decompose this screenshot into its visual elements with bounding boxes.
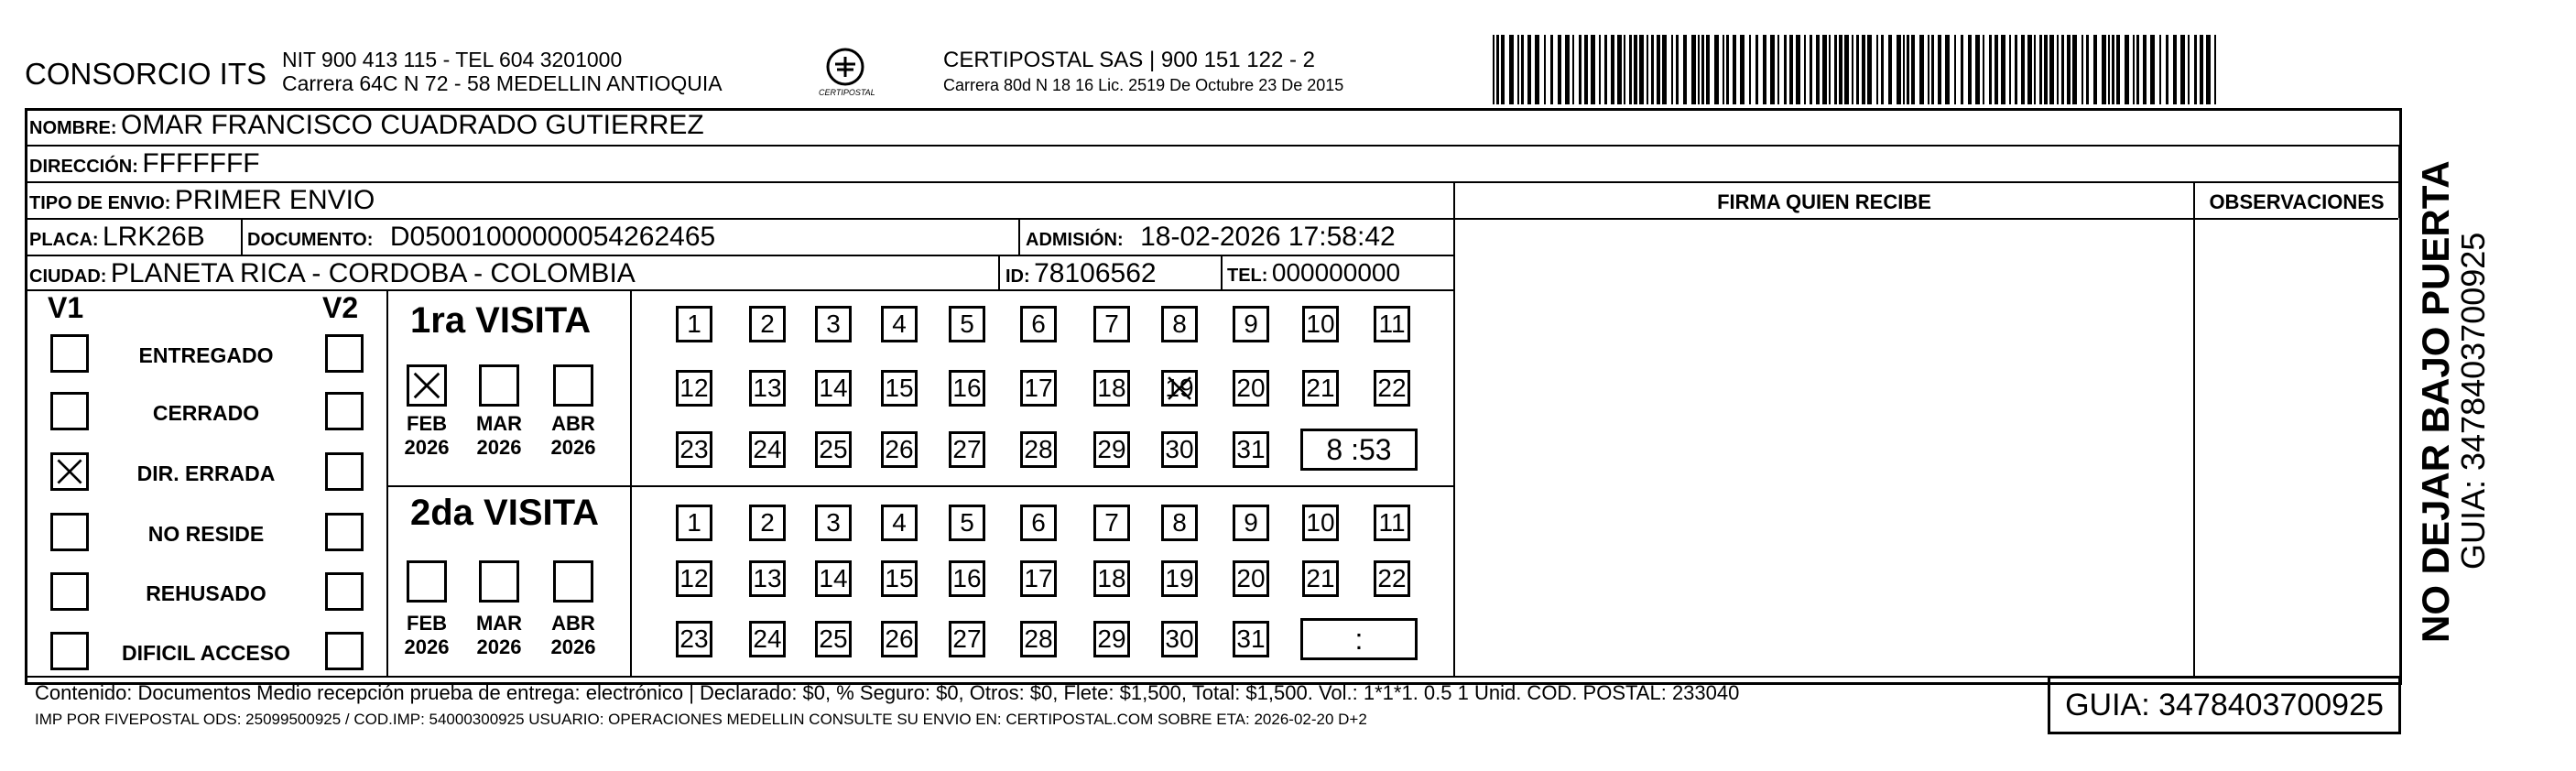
barcode-bar: [1928, 35, 1929, 104]
barcode-bar: [2061, 35, 2064, 104]
tel-value: 000000000: [1271, 258, 1401, 287]
day-box[interactable]: 8: [1161, 505, 1198, 541]
day-box[interactable]: 9: [1233, 505, 1269, 541]
barcode-bar: [1810, 35, 1812, 104]
barcode-bar: [1604, 35, 1607, 104]
day-box[interactable]: 20: [1233, 560, 1269, 597]
month-checkbox[interactable]: [553, 560, 593, 603]
barcode-bar: [2112, 35, 2114, 104]
month-year: 2026: [476, 635, 522, 658]
barcode-bar: [1822, 35, 1827, 104]
visit-divider: [386, 485, 1453, 487]
day-box[interactable]: 2: [749, 306, 786, 342]
month-checkbox[interactable]: [479, 560, 519, 603]
day-box[interactable]: 13: [749, 370, 786, 407]
day-box[interactable]: 11: [1374, 306, 1410, 342]
tipo-row: [29, 185, 375, 216]
barcode-bar: [2009, 35, 2011, 104]
barcode-bar: [1527, 35, 1531, 104]
side-warning: NO DEJAR BAJO PUERTA: [2414, 160, 2457, 643]
barcode-bar: [1931, 35, 1934, 104]
barcode-bar: [1517, 35, 1519, 104]
v1-checkbox[interactable]: [50, 572, 89, 611]
day-box[interactable]: 30: [1161, 431, 1198, 468]
day-box[interactable]: 9: [1233, 306, 1269, 342]
day-box[interactable]: 31: [1233, 431, 1269, 468]
barcode-bar: [1829, 35, 1831, 104]
day-box[interactable]: 3: [815, 306, 852, 342]
address-line: Carrera 64C N 72 - 58 MEDELLIN ANTIOQUIA: [282, 71, 723, 95]
month-label: [399, 612, 454, 659]
month-checkbox[interactable]: [479, 364, 519, 407]
ciudad-label: CIUDAD:: [29, 266, 107, 287]
day-box[interactable]: 20: [1233, 370, 1269, 407]
observaciones-header: OBSERVACIONES: [2209, 190, 2385, 213]
barcode-bar: [1876, 35, 1878, 104]
day-box[interactable]: 26: [881, 431, 918, 468]
barcode-bar: [1862, 35, 1865, 104]
status-label: NO RESIDE: [147, 522, 265, 546]
month-name: MAR: [475, 612, 523, 635]
barcode-bar: [1599, 35, 1601, 104]
direccion-label: DIRECCIÓN:: [29, 157, 138, 177]
barcode-bar: [2086, 35, 2089, 104]
barcode-bar: [1867, 35, 1872, 104]
col-divider: [1453, 181, 1455, 676]
day-cross-mark: [1164, 373, 1195, 404]
documento-row: [247, 222, 715, 253]
ciudad-value: PLANETA RICA - CORDOBA - COLOMBIA: [110, 258, 636, 288]
day-box[interactable]: 6: [1020, 306, 1057, 342]
barcode-bar: [2188, 35, 2190, 104]
barcode-bar: [2021, 35, 2025, 104]
barcode-bar: [1579, 35, 1581, 104]
documento-label: DOCUMENTO:: [247, 230, 374, 250]
v1-checkbox[interactable]: [50, 452, 89, 491]
documento-value: D05001000000054262465: [389, 222, 716, 252]
day-box[interactable]: 11: [1374, 505, 1410, 541]
barcode-bar: [1501, 35, 1505, 104]
day-box[interactable]: 27: [949, 621, 985, 657]
day-box[interactable]: 4: [881, 505, 918, 541]
row-divider: [25, 181, 2398, 183]
barcode-bar: [1683, 35, 1687, 104]
barcode-bar: [1657, 35, 1660, 104]
barcode-bar: [2044, 35, 2048, 104]
day-box[interactable]: 27: [949, 431, 985, 468]
v2-header: V2: [322, 291, 359, 324]
v2-checkbox[interactable]: [325, 513, 364, 551]
month-name: FEB: [407, 612, 447, 635]
day-box[interactable]: 18: [1093, 560, 1130, 597]
barcode-bar: [1706, 35, 1710, 104]
direccion-row: [29, 148, 260, 179]
barcode-bar: [2027, 35, 2032, 104]
barcode-bar: [2034, 35, 2036, 104]
barcode-bar: [1521, 35, 1524, 104]
barcode-bar: [1698, 35, 1700, 104]
barcode-bar: [1493, 35, 1495, 104]
v1-checkbox[interactable]: [50, 632, 89, 670]
side-guia: GUIA: 3478403700925: [2454, 232, 2492, 570]
barcode-bar: [2093, 35, 2097, 104]
footer-content: Contenido: Documentos Medio recepción prueba de entrega: electrónico | Declarado: $0, % Seguro: $0, Otros: $0, Flete: $1,500, Total: $1,500. Vol.: 1*1*1. 0.5 1 Unid. COD. POSTAL: 233040: [35, 681, 1740, 704]
day-box[interactable]: 5: [949, 505, 985, 541]
barcode-bar: [1509, 35, 1514, 104]
barcode-bar: [2200, 35, 2203, 104]
day-box[interactable]: 21: [1302, 560, 1339, 597]
barcode-bar: [2108, 35, 2110, 104]
barcode-bar: [1726, 35, 1729, 104]
day-box[interactable]: 18: [1093, 370, 1130, 407]
month-year: 2026: [404, 635, 450, 658]
day-box[interactable]: 15: [881, 560, 918, 597]
v2-checkbox[interactable]: [325, 632, 364, 670]
month-name: MAR: [475, 412, 523, 435]
barcode-bar: [1907, 35, 1909, 104]
barcode-bar: [2150, 35, 2155, 104]
day-box[interactable]: 25: [815, 431, 852, 468]
barcode-bar: [1938, 35, 1941, 104]
day-box[interactable]: 23: [676, 431, 712, 468]
id-row: [1005, 258, 1157, 289]
row-divider: [25, 289, 1453, 291]
day-box[interactable]: 10: [1302, 306, 1339, 342]
col-divider: [241, 218, 243, 255]
barcode-bar: [1804, 35, 1806, 104]
month-checkbox[interactable]: [407, 560, 447, 603]
v1-checkbox[interactable]: [50, 392, 89, 430]
ciudad-row: [29, 258, 636, 289]
barcode-bar: [1784, 35, 1787, 104]
v2-checkbox[interactable]: [325, 392, 364, 430]
day-box[interactable]: 1: [676, 505, 712, 541]
day-box[interactable]: 28: [1020, 431, 1057, 468]
barcode-bar: [1629, 35, 1632, 104]
day-box[interactable]: 19: [1161, 370, 1198, 407]
barcode-bar: [1852, 35, 1853, 104]
barcode-bar: [1565, 35, 1570, 104]
nombre-value: OMAR FRANCISCO CUADRADO GUTIERREZ: [121, 110, 704, 140]
day-box[interactable]: 19: [1161, 560, 1198, 597]
barcode-bar: [2039, 35, 2042, 104]
barcode-bar: [1671, 35, 1673, 104]
v1-header: V1: [48, 291, 84, 324]
day-box[interactable]: 28: [1020, 621, 1057, 657]
barcode-bar: [2214, 35, 2216, 104]
day-box[interactable]: 16: [949, 370, 985, 407]
barcode-bar: [2133, 35, 2135, 104]
barcode-bar: [2001, 35, 2005, 104]
tipo-label: TIPO DE ENVIO:: [29, 193, 171, 213]
barcode-bar: [2206, 35, 2211, 104]
barcode-bar: [1989, 35, 1992, 104]
day-box[interactable]: 22: [1374, 560, 1410, 597]
col-divider: [630, 289, 632, 676]
barcode-bar: [2143, 35, 2147, 104]
id-value: 78106562: [1034, 258, 1157, 288]
status-label: CERRADO: [152, 401, 260, 425]
barcode-bar: [1834, 35, 1837, 104]
admision-row: [1026, 222, 1396, 253]
row-divider: [25, 145, 2398, 147]
row-divider: [25, 255, 1453, 256]
barcode-bar: [1770, 35, 1775, 104]
month-year: 2026: [476, 436, 522, 459]
barcode-bar: [2057, 35, 2059, 104]
barcode-bar: [1639, 35, 1644, 104]
day-box[interactable]: 2: [749, 505, 786, 541]
barcode-bar: [2072, 35, 2077, 104]
admision-value: 18-02-2026 17:58:42: [1140, 222, 1396, 252]
company-contact: [282, 48, 723, 95]
row-divider: [25, 676, 2048, 678]
day-box[interactable]: 6: [1020, 505, 1057, 541]
barcode-bar: [1591, 35, 1595, 104]
barcode-bar: [2194, 35, 2197, 104]
barcode-bar: [2173, 35, 2177, 104]
day-box[interactable]: 12: [676, 560, 712, 597]
barcode-bar: [2180, 35, 2185, 104]
month-year: 2026: [404, 436, 450, 459]
barcode-bar: [1558, 35, 1561, 104]
barcode-bar: [2116, 35, 2120, 104]
barcode-bar: [1584, 35, 1588, 104]
footer-imp: IMP POR FIVEPOSTAL ODS: 25099500925 / COD.IMP: 54000300925 USUARIO: OPERACIONES MEDELLIN CONSULTE SU ENVIO EN: CERTIPOSTAL.COM SOBRE ETA: 2026-02-20 D+2: [35, 711, 1367, 728]
col-divider: [386, 289, 388, 676]
barcode-bar: [1617, 35, 1622, 104]
day-box[interactable]: 22: [1374, 370, 1410, 407]
barcode-bar: [1691, 35, 1696, 104]
firma-header: FIRMA QUIEN RECIBE: [1717, 190, 1931, 213]
company-name: CONSORCIO ITS: [25, 57, 267, 91]
barcode-bar: [1733, 35, 1736, 104]
col-divider: [2398, 145, 2400, 218]
day-box[interactable]: 23: [676, 621, 712, 657]
month-label: [399, 412, 454, 460]
barcode-bar: [1723, 35, 1724, 104]
barcode-bar: [1777, 35, 1779, 104]
row-divider: [1453, 218, 2398, 220]
tel-label: TEL:: [1227, 266, 1268, 286]
day-box[interactable]: 17: [1020, 370, 1057, 407]
day-box[interactable]: 29: [1093, 621, 1130, 657]
col-divider: [2193, 181, 2195, 676]
day-box[interactable]: 3: [815, 505, 852, 541]
barcode-bar: [1740, 35, 1745, 104]
barcode-bar: [1975, 35, 1980, 104]
barcode-bar: [1839, 35, 1842, 104]
status-label: REHUSADO: [146, 581, 266, 605]
barcode-bar: [2081, 35, 2083, 104]
v2-checkbox[interactable]: [325, 452, 364, 491]
barcode-bar: [1662, 35, 1667, 104]
barcode-bar: [1796, 35, 1800, 104]
month-label: [472, 412, 527, 460]
barcode-bar: [1844, 35, 1849, 104]
day-box[interactable]: 8: [1161, 306, 1198, 342]
barcode-bar: [1755, 35, 1758, 104]
barcode-bar: [1816, 35, 1820, 104]
barcode-bar: [1676, 35, 1679, 104]
certipostal-logo-icon: [824, 46, 866, 88]
day-box[interactable]: 31: [1233, 621, 1269, 657]
month-name: ABR: [551, 412, 595, 435]
col-divider: [1018, 218, 1020, 255]
time-box[interactable]: 8 :53: [1300, 429, 1418, 471]
day-box[interactable]: 29: [1093, 431, 1130, 468]
barcode-bar: [1911, 35, 1915, 104]
placa-label: PLACA:: [29, 230, 99, 250]
month-label: [546, 412, 601, 460]
day-box[interactable]: 16: [949, 560, 985, 597]
barcode-bar: [1624, 35, 1625, 104]
barcode-bar: [1968, 35, 1972, 104]
v1-checkbox[interactable]: [50, 334, 89, 373]
barcode-bar: [1919, 35, 1924, 104]
barcode-bar: [2102, 35, 2106, 104]
day-box[interactable]: 5: [949, 306, 985, 342]
day-box[interactable]: 14: [815, 370, 852, 407]
barcode-bar: [2166, 35, 2168, 104]
status-label: DIFICIL ACCESO: [121, 641, 290, 665]
certipostal-line: CERTIPOSTAL SAS | 900 151 122 - 2: [943, 48, 1315, 72]
month-year: 2026: [550, 635, 596, 658]
day-box[interactable]: 7: [1093, 306, 1130, 342]
day-box[interactable]: 14: [815, 560, 852, 597]
barcode-bar: [1945, 35, 1950, 104]
barcode-bar: [1897, 35, 1901, 104]
visit1-title: 1ra VISITA: [410, 300, 592, 341]
visit2-title: 2da VISITA: [410, 493, 599, 533]
month-year: 2026: [550, 436, 596, 459]
barcode-bar: [2125, 35, 2129, 104]
day-box[interactable]: 24: [749, 431, 786, 468]
barcode-bar: [1888, 35, 1892, 104]
month-label: [546, 612, 601, 659]
barcode-bar: [1714, 35, 1719, 104]
status-label: DIR. ERRADA: [136, 462, 276, 485]
nombre-label: NOMBRE:: [29, 118, 117, 138]
admision-label: ADMISIÓN:: [1026, 230, 1124, 250]
barcode-bar: [1856, 35, 1859, 104]
month-name: FEB: [407, 412, 447, 435]
month-checkbox[interactable]: [553, 364, 593, 407]
barcode-bar: [1983, 35, 1984, 104]
month-name: ABR: [551, 612, 595, 635]
barcode-bar: [1496, 35, 1499, 104]
v1-checkbox[interactable]: [50, 513, 89, 551]
barcode-bar: [1634, 35, 1637, 104]
barcode-bar: [2015, 35, 2017, 104]
barcode-bar: [2136, 35, 2139, 104]
nombre-row: [29, 110, 704, 141]
month-label: [472, 612, 527, 659]
barcode-bar: [1535, 35, 1539, 104]
placa-row: [29, 222, 205, 253]
day-box[interactable]: 26: [881, 621, 918, 657]
barcode-bar: [1651, 35, 1654, 104]
day-box[interactable]: 30: [1161, 621, 1198, 657]
barcode-bar: [1903, 35, 1905, 104]
barcode-bar: [1611, 35, 1614, 104]
day-box[interactable]: 7: [1093, 505, 1130, 541]
v2-checkbox[interactable]: [325, 334, 364, 373]
day-box[interactable]: 17: [1020, 560, 1057, 597]
guia-number: GUIA: 3478403700925: [2048, 676, 2401, 734]
barcode: [1493, 35, 2225, 104]
day-box[interactable]: 25: [815, 621, 852, 657]
day-box[interactable]: 21: [1302, 370, 1339, 407]
col-divider: [1221, 255, 1223, 289]
certipostal-address: Carrera 80d N 18 16 Lic. 2519 De Octubre 23 De 2015: [943, 76, 1344, 94]
barcode-bar: [1749, 35, 1751, 104]
barcode-bar: [1763, 35, 1766, 104]
barcode-bar: [1961, 35, 1963, 104]
day-box[interactable]: 10: [1302, 505, 1339, 541]
barcode-bar: [1647, 35, 1648, 104]
month-checkbox[interactable]: [407, 364, 447, 407]
day-box[interactable]: 1: [676, 306, 712, 342]
barcode-bar: [1544, 35, 1546, 104]
time-box[interactable]: :: [1300, 618, 1418, 660]
tel-row: [1227, 258, 1400, 288]
id-label: ID:: [1005, 266, 1030, 287]
col-divider: [998, 255, 1000, 289]
barcode-bar: [1789, 35, 1793, 104]
barcode-bar: [1701, 35, 1704, 104]
day-box[interactable]: 13: [749, 560, 786, 597]
placa-value: LRK26B: [103, 222, 205, 252]
barcode-bar: [1954, 35, 1956, 104]
barcode-bar: [1881, 35, 1884, 104]
day-box[interactable]: 4: [881, 306, 918, 342]
v2-checkbox[interactable]: [325, 572, 364, 611]
direccion-value: FFFFFFF: [142, 148, 260, 179]
day-box[interactable]: 12: [676, 370, 712, 407]
logo-text: CERTIPOSTAL: [819, 88, 875, 97]
day-box[interactable]: 24: [749, 621, 786, 657]
barcode-bar: [1550, 35, 1553, 104]
status-label: ENTREGADO: [138, 343, 274, 367]
barcode-bar: [2159, 35, 2161, 104]
barcode-bar: [1572, 35, 1574, 104]
barcode-bar: [2067, 35, 2071, 104]
barcode-bar: [1994, 35, 1998, 104]
nit-line: NIT 900 413 115 - TEL 604 3201000: [282, 48, 623, 71]
tipo-value: PRIMER ENVIO: [174, 185, 375, 215]
day-box[interactable]: 15: [881, 370, 918, 407]
barcode-bar: [2049, 35, 2054, 104]
